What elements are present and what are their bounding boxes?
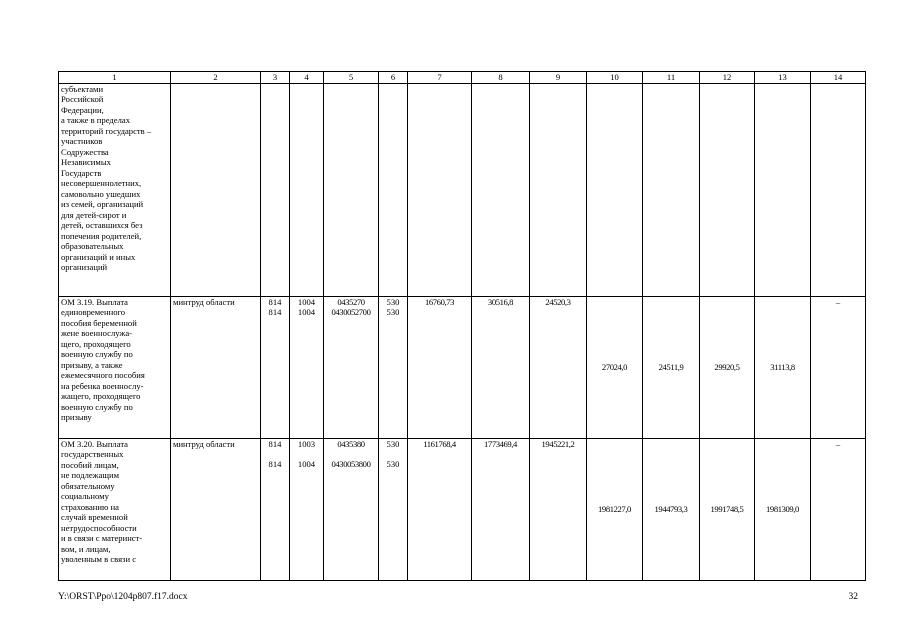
header-cell: 2 [171,72,261,84]
footer-file-path: Y:\ORST\Ppo\1204p807.f17.docx [58,592,188,602]
amount-cell: 31113,8 [755,296,811,438]
page-number: 32 [848,592,858,602]
header-row [59,72,866,84]
dash-cell: – [811,438,866,580]
code-value: 814 [268,296,282,307]
amount-cell: 27024,0 [587,296,643,438]
code-value: 814 [268,307,282,317]
code-value: 0430053800 [331,459,371,469]
amount-cell: 24511,9 [643,296,700,438]
amount-cell: 1944793,3 [643,438,700,580]
header-cell: 8 [472,72,530,84]
header-cell: 4 [290,72,324,84]
code-value: 530 [386,307,400,317]
header-cell: 14 [811,72,866,84]
table-row [59,296,866,438]
header-cell: 6 [379,72,408,84]
amount-cell: 1991748,5 [700,438,755,580]
code-value: 530 [386,459,400,469]
row-description: субъектами Российской Федерации, а также в пределах территорий государств – участников Содружества Независимых Государств несовершеннолетних, самовольно ушедших из семей, организаций для детей-сирот и детей, оставшихся без попечения родителей, образовательных организаций и иных организаций [59,83,171,296]
header-cell: 13 [755,72,811,84]
amount-cell: 1773469,4 [472,438,530,580]
amount-cell: 24520,3 [530,296,587,438]
header-cell: 5 [324,72,379,84]
amount-cell: 1981309,0 [755,438,811,580]
dash-cell: – [811,296,866,438]
amount-cell: 1161768,4 [408,438,472,580]
header-cell: 10 [587,72,643,84]
code-value: 1004 [297,296,316,307]
table-row [59,83,866,296]
amount-cell: 30516,8 [472,296,530,438]
row-description: ОМ 3.19. Выплата единовременного пособия беременной жене военнослужа- щего, проходящего военную службу по призыву, а также ежемесячного пособия на ребенка военнослу- жащего, проходящего военную службу по призыву [59,296,171,438]
amount-cell: 1945221,2 [530,438,587,580]
data-table [58,71,866,581]
code-value: 1003 [297,438,316,449]
code-value: 530 [386,438,400,449]
header-cell: 9 [530,72,587,84]
header-cell: 11 [643,72,700,84]
code-value: 0435270 [337,296,365,307]
amount-cell: 29920,5 [700,296,755,438]
header-cell: 3 [261,72,290,84]
amount-cell: 1981227,0 [587,438,643,580]
code-value: 814 [268,459,282,469]
header-cell: 1 [59,72,171,84]
code-value: 814 [268,438,282,449]
amount-cell: 16760,73 [408,296,472,438]
code-value: 1004 [297,307,316,317]
code-value: 0435380 [337,438,365,449]
code-value: 530 [386,296,400,307]
executor-cell: минтруд области [171,296,261,438]
code-value: 0430052700 [331,307,371,317]
header-cell: 12 [700,72,755,84]
table-row [59,438,866,580]
row-description: ОМ 3.20. Выплата государственных пособий лицам, не подлежащим обязательному социальному страхованию на случай временной нетрудоспособности и в связи с материнст- вом, и лицам, уволенным в связи с [59,438,171,580]
header-cell: 7 [408,72,472,84]
code-value: 1004 [297,459,316,469]
executor-cell: минтруд области [171,438,261,580]
